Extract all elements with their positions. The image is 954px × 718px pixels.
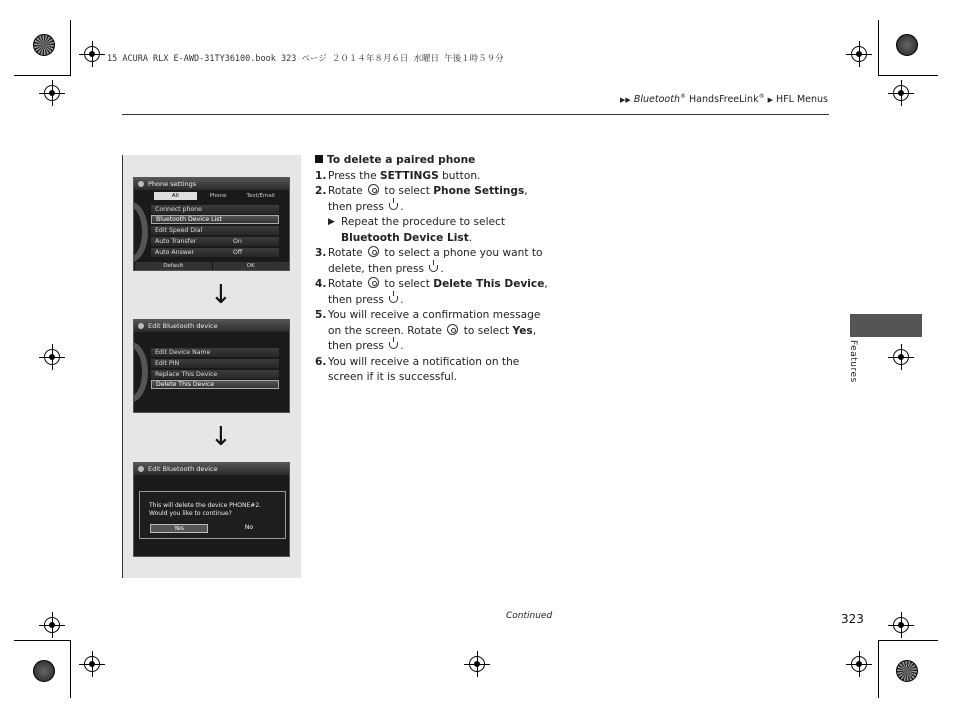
confirm-dialog xyxy=(139,491,286,539)
screen-tabs xyxy=(154,192,282,200)
registration-mark xyxy=(44,617,60,633)
registration-mark xyxy=(893,349,909,365)
list-item: Edit PIN xyxy=(151,359,279,368)
registration-mark xyxy=(44,349,60,365)
registration-mark xyxy=(893,617,909,633)
registration-mark xyxy=(893,85,909,101)
tab-text-email: Text/Email xyxy=(246,193,275,199)
down-arrow-icon: ↓ xyxy=(210,280,232,310)
color-swatch-mark xyxy=(33,660,55,682)
list-item: Replace This Device xyxy=(151,370,279,379)
tab-phone: Phone xyxy=(209,193,227,199)
screen-bottom-bar xyxy=(134,262,289,270)
registration-mark xyxy=(84,656,100,672)
registration-mark xyxy=(469,656,485,672)
crop-mark xyxy=(14,640,71,641)
header-rule xyxy=(122,114,829,115)
breadcrumb-bluetooth: Bluetooth xyxy=(633,94,680,106)
dialog-message: This will delete the device PHONE#2. Would you like to continue? xyxy=(149,502,262,517)
interface-dial-press-icon xyxy=(389,342,398,349)
color-swatch-mark xyxy=(896,660,918,682)
crop-mark xyxy=(70,20,71,76)
crop-mark xyxy=(878,20,879,76)
list-item: Edit Speed Dial xyxy=(151,226,279,235)
tab-all: All xyxy=(154,192,197,200)
procedure-heading: To delete a paired phone xyxy=(315,153,555,169)
step-2-note: ▶ Repeat the procedure to select Bluetooth Device List. xyxy=(328,216,506,244)
step-3: 3. Rotate to select a phone you want to delete, then press . xyxy=(315,247,543,275)
list-item: Edit Device Name xyxy=(151,348,279,357)
list-item: Auto Answer Off xyxy=(151,248,279,257)
color-swatch-mark xyxy=(33,34,55,56)
crop-mark xyxy=(878,640,938,641)
interface-dial-rotate-icon xyxy=(447,324,458,335)
screen-title: Edit Bluetooth device xyxy=(134,463,289,475)
section-label: Features xyxy=(848,340,858,383)
section-tab xyxy=(850,314,922,337)
page-number: 323 xyxy=(841,612,864,626)
interface-dial-press-icon xyxy=(429,265,438,272)
interface-dial-rotate-icon xyxy=(368,184,379,195)
down-arrow-icon: ↓ xyxy=(210,422,232,452)
procedure xyxy=(315,153,555,386)
step-2: 2. Rotate to select Phone Settings, then press . xyxy=(315,185,528,213)
registration-mark xyxy=(84,46,100,62)
interface-dial-rotate-icon xyxy=(368,277,379,288)
registration-mark xyxy=(851,656,867,672)
confirm-delete-screen xyxy=(133,462,290,557)
list-item: Auto Transfer On xyxy=(151,237,279,246)
triangle-right-icon: ▶ xyxy=(328,217,335,227)
triangle-right-icon: ▶ xyxy=(767,96,774,105)
dial-graphic xyxy=(133,202,148,262)
registration-mark xyxy=(851,46,867,62)
edit-bluetooth-device-screen xyxy=(133,319,290,413)
screen-title: Phone settings xyxy=(134,178,289,190)
step-1: 1. Press the SETTINGS button. xyxy=(315,169,481,182)
interface-dial-press-icon xyxy=(389,203,398,210)
print-header: 15 ACURA RLX E-AWD-31TY36100.book 323 ページ ２０１４年８月６日 水曜日 午後１時５９分 xyxy=(107,54,504,64)
phone-settings-screen xyxy=(133,177,290,271)
interface-dial-rotate-icon xyxy=(368,246,379,257)
step-5: 5. You will receive a confirmation message on the screen. Rotate to select Yes, then press . xyxy=(315,309,541,352)
registration-mark xyxy=(44,85,60,101)
interface-dial-press-icon xyxy=(389,296,398,303)
yes-option: Yes xyxy=(150,524,208,533)
list-item-selected: Bluetooth Device List xyxy=(151,215,279,224)
breadcrumb-hfl-menus: HFL Menus xyxy=(776,94,828,106)
crop-mark xyxy=(70,640,71,698)
screen-title: Edit Bluetooth device xyxy=(134,320,289,332)
color-swatch-mark xyxy=(896,34,918,56)
no-option: No xyxy=(244,524,254,531)
default-label: Default xyxy=(134,262,212,270)
breadcrumb: ▶▶ Bluetooth® HandsFreeLink® ▶ HFL Menus xyxy=(620,93,828,106)
continued-label: Continued xyxy=(506,611,553,621)
crop-mark xyxy=(14,75,71,76)
step-6: 6. You will receive a notification on the screen if it is successful. xyxy=(315,355,520,383)
dial-graphic xyxy=(133,342,148,402)
square-bullet-icon xyxy=(315,155,323,163)
crop-mark xyxy=(878,75,938,76)
step-4: 4. Rotate to select Delete This Device, then press . xyxy=(315,278,548,306)
crop-mark xyxy=(878,640,879,698)
triangle-right-icon: ▶▶ xyxy=(620,96,631,105)
list-item: Connect phone xyxy=(151,205,279,214)
list-item-selected: Delete This Device xyxy=(151,380,279,389)
ok-label: OK xyxy=(212,262,290,270)
